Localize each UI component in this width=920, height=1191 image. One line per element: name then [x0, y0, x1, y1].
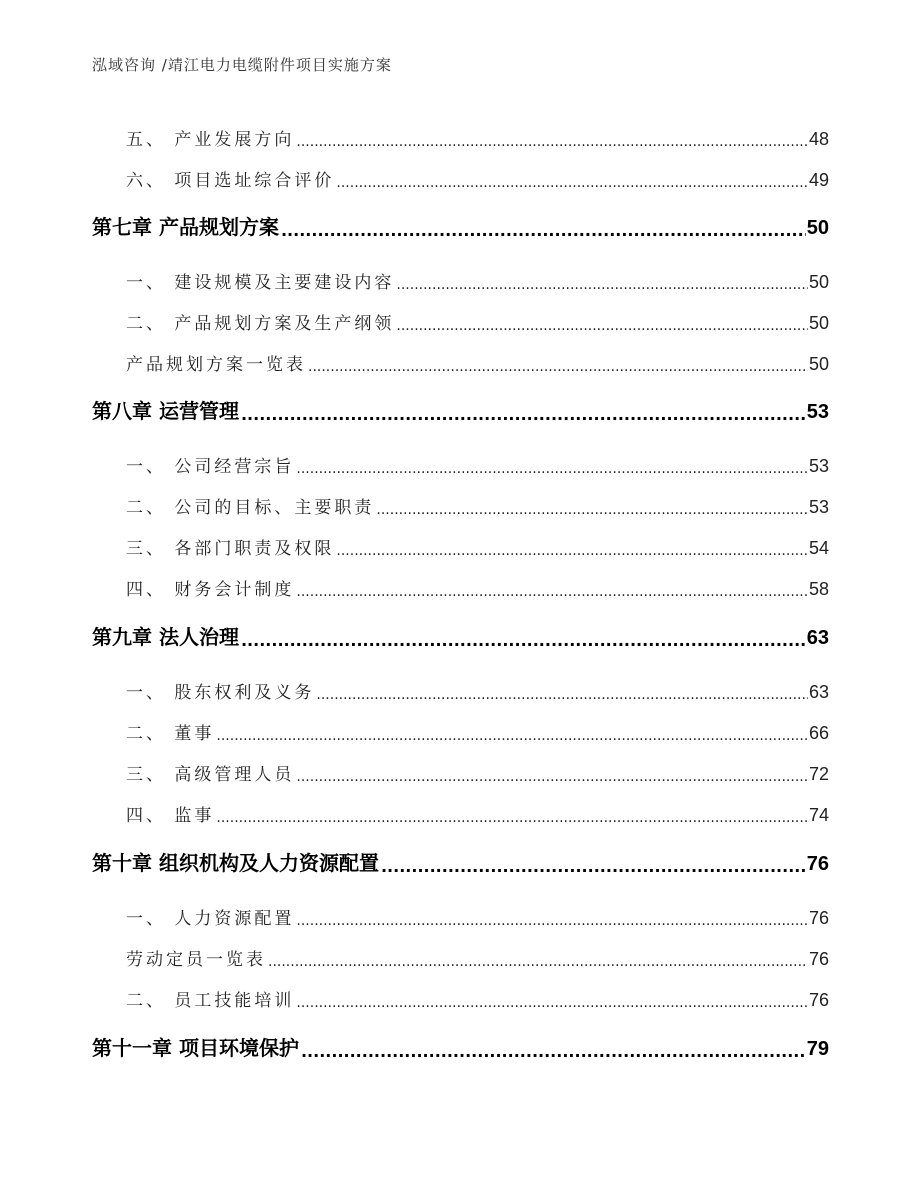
toc-section-entry[interactable]	[0, 308, 920, 334]
toc-page-number: 53	[808, 456, 829, 476]
toc-entry-title: 二、 员工技能培训	[0, 986, 296, 1011]
toc-entry-title: 六、 项目选址综合评价	[0, 166, 336, 191]
toc-page-number: 63	[808, 682, 829, 702]
dot-leader	[396, 318, 808, 334]
toc-page-number: 50	[806, 217, 829, 239]
toc-page-number: 79	[806, 1038, 829, 1060]
toc-page-number: 76	[806, 853, 829, 875]
toc-chapter-entry[interactable]	[0, 214, 920, 240]
toc-entry-title: 三、 各部门职责及权限	[0, 534, 336, 559]
toc-page-number: 58	[808, 579, 829, 599]
dot-leader	[296, 134, 808, 150]
toc-page-number: 50	[808, 313, 829, 333]
toc-section-entry[interactable]	[0, 492, 920, 518]
dot-leader	[268, 954, 808, 970]
toc-section-entry[interactable]	[0, 985, 920, 1011]
toc-page-number: 76	[808, 990, 829, 1010]
toc-section-entry[interactable]	[0, 533, 920, 559]
dot-leader	[376, 502, 808, 518]
toc-entry-title: 第八章 运营管理	[0, 395, 241, 424]
toc-entry-title: 第十一章 项目环境保护	[0, 1032, 301, 1061]
toc-section-entry[interactable]	[0, 677, 920, 703]
toc-page-number: 50	[808, 272, 829, 292]
toc-section-entry[interactable]	[0, 759, 920, 785]
toc-entry-title: 第七章 产品规划方案	[0, 211, 281, 240]
toc-chapter-entry[interactable]	[0, 1035, 920, 1061]
toc-page-number: 63	[806, 627, 829, 649]
toc-entry-title: 劳动定员一览表	[0, 945, 268, 970]
toc-chapter-entry[interactable]	[0, 850, 920, 876]
toc-page-number: 72	[808, 764, 829, 784]
toc-entry-title: 二、 产品规划方案及生产纲领	[0, 309, 396, 334]
toc-section-entry[interactable]	[0, 944, 920, 970]
toc-entry-title: 一、 建设规模及主要建设内容	[0, 268, 396, 293]
dot-leader	[396, 277, 808, 293]
toc-page-number: 76	[808, 949, 829, 969]
dot-leader	[316, 687, 808, 703]
toc-section-entry[interactable]	[0, 451, 920, 477]
toc-section-entry[interactable]	[0, 349, 920, 375]
dot-leader	[241, 405, 806, 424]
dot-leader	[281, 221, 806, 240]
toc-entry-title: 四、 监事	[0, 801, 216, 826]
dot-leader	[296, 995, 808, 1011]
dot-leader	[296, 913, 808, 929]
toc-page-number: 50	[808, 354, 829, 374]
dot-leader	[296, 584, 808, 600]
toc-page-number: 74	[808, 805, 829, 825]
dot-leader	[296, 769, 808, 785]
toc-section-entry[interactable]	[0, 800, 920, 826]
dot-leader	[336, 175, 808, 191]
dot-leader	[301, 1042, 806, 1061]
toc-page-number: 53	[808, 497, 829, 517]
toc-entry-title: 三、 高级管理人员	[0, 760, 296, 785]
toc-entry-title: 二、 公司的目标、主要职责	[0, 493, 376, 518]
toc-section-entry[interactable]	[0, 267, 920, 293]
toc-entry-title: 第九章 法人治理	[0, 621, 241, 650]
toc-entry-title: 一、 公司经营宗旨	[0, 452, 296, 477]
toc-entry-title: 一、 人力资源配置	[0, 904, 296, 929]
toc-page-number: 48	[808, 129, 829, 149]
toc-chapter-entry[interactable]	[0, 624, 920, 650]
toc-entry-title: 产品规划方案一览表	[0, 350, 308, 375]
dot-leader	[216, 728, 808, 744]
toc-chapter-entry[interactable]	[0, 398, 920, 424]
toc-page-number: 53	[806, 401, 829, 423]
toc-section-entry[interactable]	[0, 718, 920, 744]
toc-section-entry[interactable]	[0, 903, 920, 929]
dot-leader	[216, 810, 808, 826]
toc-page-number: 76	[808, 908, 829, 928]
toc-entry-title: 第十章 组织机构及人力资源配置	[0, 847, 381, 876]
toc-section-entry[interactable]	[0, 165, 920, 191]
toc-section-entry[interactable]	[0, 574, 920, 600]
dot-leader	[381, 857, 806, 876]
toc-page-number: 49	[808, 170, 829, 190]
toc-page-number: 66	[808, 723, 829, 743]
toc-page-number: 54	[808, 538, 829, 558]
toc-entry-title: 一、 股东权利及义务	[0, 678, 316, 703]
dot-leader	[241, 631, 806, 650]
toc-entry-title: 二、 董事	[0, 719, 216, 744]
dot-leader	[308, 359, 808, 375]
toc-entry-title: 五、 产业发展方向	[0, 125, 296, 150]
running-header: 泓域咨询 /靖江电力电缆附件项目实施方案	[92, 56, 392, 74]
dot-leader	[296, 461, 808, 477]
toc-section-entry[interactable]	[0, 124, 920, 150]
toc-entry-title: 四、 财务会计制度	[0, 575, 296, 600]
dot-leader	[336, 543, 808, 559]
